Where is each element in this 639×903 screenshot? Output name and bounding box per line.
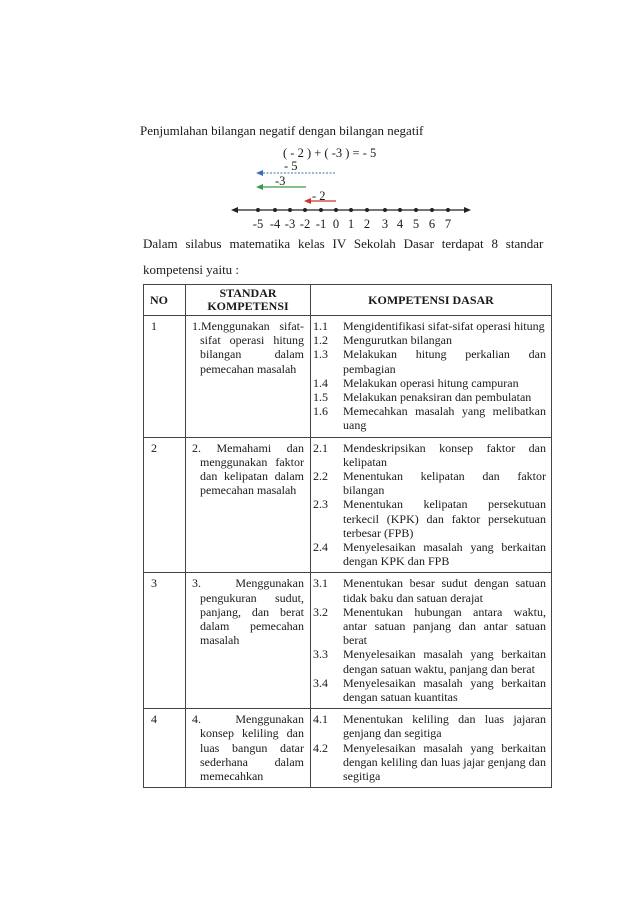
kompetensi-dasar-item bbox=[311, 712, 546, 740]
number-line-label: 0 bbox=[332, 217, 340, 231]
kompetensi-dasar-text: Menyelesaikan masalah yang berkaitan dengan satuan kuantitas bbox=[343, 675, 546, 705]
standar-kompetensi-text: 4. Menggunakan konsep keliling dan luas bangun datar sederhana dalam memecahkan bbox=[192, 712, 304, 784]
kompetensi-dasar-number: 1.3 bbox=[313, 347, 328, 362]
kompetensi-dasar-text: Menentukan besar sudut dengan satuan tidak baku dan satuan derajat bbox=[343, 576, 546, 605]
paragraph-line-2: kompetensi yaitu : bbox=[143, 262, 240, 277]
heading: Penjumlahan bilangan negatif dengan bilangan negatif bbox=[140, 123, 424, 138]
arrow-label-minus3: -3 bbox=[275, 174, 286, 188]
standar-kompetensi-cell bbox=[186, 709, 311, 788]
standar-kompetensi-text: 1.Menggunakan sifat-sifat operasi hitung bilangan dalam pemecahan masalah bbox=[192, 319, 304, 376]
kompetensi-dasar-number: 2.2 bbox=[313, 469, 328, 484]
kompetensi-dasar-text: Menyelesaikan masalah yang berkaitan dengan KPK dan FPB bbox=[343, 540, 546, 569]
table-row bbox=[144, 573, 552, 709]
kompetensi-dasar-text: Menentukan hubungan antara waktu, antar satuan panjang dan antar satuan berat bbox=[343, 604, 546, 648]
number-line-label: 2 bbox=[363, 217, 371, 231]
number-line-diagram bbox=[0, 0, 639, 240]
kompetensi-dasar-text: Menentukan keliling dan luas jajaran genjang dan segitiga bbox=[343, 712, 546, 741]
table-row bbox=[144, 437, 552, 573]
kompetensi-dasar-text: Mengurutkan bilangan bbox=[343, 333, 452, 348]
number-line-label: -4 bbox=[269, 217, 281, 231]
number-line-label: -2 bbox=[299, 217, 311, 231]
number-line-label: 6 bbox=[428, 217, 436, 231]
competency-table bbox=[143, 284, 552, 788]
kompetensi-dasar-number: 2.4 bbox=[313, 540, 328, 555]
number-line-label: 1 bbox=[347, 217, 355, 231]
number-line-dot bbox=[273, 208, 277, 212]
standar-kompetensi-text: 2. Memahami dan menggunakan faktor dan kelipatan dalam pemecahan masalah bbox=[192, 440, 304, 498]
number-line-left-arrow-icon bbox=[231, 207, 238, 213]
kompetensi-dasar-item bbox=[311, 540, 546, 568]
kompetensi-dasar-item bbox=[311, 347, 546, 375]
number-line-dot bbox=[446, 208, 450, 212]
number-line-dot bbox=[365, 208, 369, 212]
header-no: NO bbox=[144, 285, 186, 316]
number-line-right-arrow-icon bbox=[464, 207, 471, 213]
kompetensi-dasar-number: 1.5 bbox=[313, 390, 328, 405]
paragraph-line-1: Dalam silabus matematika kelas IV Sekolah Dasar terdapat 8 standar bbox=[143, 236, 544, 251]
kompetensi-dasar-cell bbox=[311, 573, 552, 709]
header-standar-kompetensi: STANDAR KOMPETENSI bbox=[186, 285, 311, 316]
kompetensi-dasar-cell bbox=[311, 709, 552, 788]
number-line-label: -1 bbox=[315, 217, 327, 231]
row-number: 1 bbox=[144, 316, 186, 438]
kompetensi-dasar-number: 4.2 bbox=[313, 740, 328, 755]
kompetensi-dasar-text: Menentukan kelipatan persekutuan terkecil (KPK) dan faktor persekutuan terbesar (FPB) bbox=[343, 497, 546, 540]
number-line-label: 4 bbox=[396, 217, 404, 231]
kompetensi-dasar-item bbox=[311, 333, 546, 347]
standar-kompetensi-text: 3. Menggunakan pengukuran sudut, panjang, dan berat dalam pemecahan masalah bbox=[192, 576, 304, 648]
table-header-row bbox=[144, 285, 552, 316]
kompetensi-dasar-text: Melakukan penaksiran dan pembulatan bbox=[343, 390, 532, 405]
kompetensi-dasar-text: Melakukan operasi hitung campuran bbox=[343, 375, 519, 390]
standar-kompetensi-cell bbox=[186, 316, 311, 438]
kompetensi-dasar-number: 1.4 bbox=[313, 375, 328, 390]
kompetensi-dasar-text: Melakukan hitung perkalian dan pembagian bbox=[343, 347, 546, 376]
equation: ( - 2 ) + ( -3 ) = - 5 bbox=[283, 146, 377, 160]
number-line-dot bbox=[303, 208, 307, 212]
header-kompetensi-dasar: KOMPETENSI DASAR bbox=[311, 285, 552, 316]
kompetensi-dasar-item bbox=[311, 376, 546, 390]
row-number: 3 bbox=[144, 573, 186, 709]
number-line-dot bbox=[256, 208, 260, 212]
kompetensi-dasar-item bbox=[311, 441, 546, 469]
standar-kompetensi-cell bbox=[186, 437, 311, 573]
number-line-label: -5 bbox=[252, 217, 264, 231]
number-line-dot bbox=[349, 208, 353, 212]
number-line-dot bbox=[430, 208, 434, 212]
kompetensi-dasar-number: 1.6 bbox=[313, 404, 328, 419]
kompetensi-dasar-text: Menyelesaikan masalah yang berkaitan dengan satuan waktu, panjang dan berat bbox=[343, 647, 546, 676]
kompetensi-dasar-number: 2.1 bbox=[313, 440, 328, 455]
kompetensi-dasar-number: 1.2 bbox=[313, 333, 328, 348]
arrow-minus2-head bbox=[304, 198, 311, 204]
kompetensi-dasar-item bbox=[311, 497, 546, 540]
number-line-label: -3 bbox=[284, 217, 296, 231]
arrow-minus5-head bbox=[256, 170, 263, 176]
kompetensi-dasar-item bbox=[311, 741, 546, 784]
arrow-label-minus2: - 2 bbox=[312, 189, 326, 203]
kompetensi-dasar-item bbox=[311, 605, 546, 648]
kompetensi-dasar-number: 1.1 bbox=[313, 319, 328, 333]
number-line-dot bbox=[414, 208, 418, 212]
kompetensi-dasar-item bbox=[311, 469, 546, 497]
table-body bbox=[144, 316, 552, 788]
kompetensi-dasar-item bbox=[311, 676, 546, 704]
kompetensi-dasar-text: Mengidentifikasi sifat-sifat operasi hitung bbox=[343, 319, 545, 333]
row-number: 2 bbox=[144, 437, 186, 573]
arrow-minus3-head bbox=[256, 184, 263, 190]
number-line-label: 3 bbox=[381, 217, 389, 231]
kompetensi-dasar-number: 3.3 bbox=[313, 647, 328, 662]
number-line-dot bbox=[334, 208, 338, 212]
table-row bbox=[144, 709, 552, 788]
kompetensi-dasar-number: 2.3 bbox=[313, 497, 328, 512]
row-number: 4 bbox=[144, 709, 186, 788]
kompetensi-dasar-text: Menentukan kelipatan dan faktor bilangan bbox=[343, 469, 546, 498]
kompetensi-dasar-item bbox=[311, 576, 546, 604]
number-line-label: 7 bbox=[444, 217, 452, 231]
kompetensi-dasar-text: Menyelesaikan masalah yang berkaitan dengan keliling dan luas jajar genjang dan segitiga bbox=[343, 740, 546, 784]
number-line-dot bbox=[319, 208, 323, 212]
number-line-label: 5 bbox=[412, 217, 420, 231]
standar-kompetensi-cell bbox=[186, 573, 311, 709]
kompetensi-dasar-item bbox=[311, 319, 546, 333]
kompetensi-dasar-number: 4.1 bbox=[313, 712, 328, 727]
kompetensi-dasar-text: Mendeskripsikan konsep faktor dan kelipatan bbox=[343, 440, 546, 469]
number-line-dot bbox=[398, 208, 402, 212]
kompetensi-dasar-number: 3.1 bbox=[313, 576, 328, 591]
kompetensi-dasar-text: Memecahkan masalah yang melibatkan uang bbox=[343, 404, 546, 433]
kompetensi-dasar-item bbox=[311, 390, 546, 404]
kompetensi-dasar-item bbox=[311, 404, 546, 432]
kompetensi-dasar-number: 3.2 bbox=[313, 604, 328, 619]
number-line-dot bbox=[288, 208, 292, 212]
kompetensi-dasar-cell bbox=[311, 437, 552, 573]
kompetensi-dasar-number: 3.4 bbox=[313, 675, 328, 690]
kompetensi-dasar-item bbox=[311, 647, 546, 675]
table-row bbox=[144, 316, 552, 438]
number-line-dot bbox=[383, 208, 387, 212]
arrow-label-minus5: - 5 bbox=[284, 159, 298, 173]
kompetensi-dasar-cell bbox=[311, 316, 552, 438]
